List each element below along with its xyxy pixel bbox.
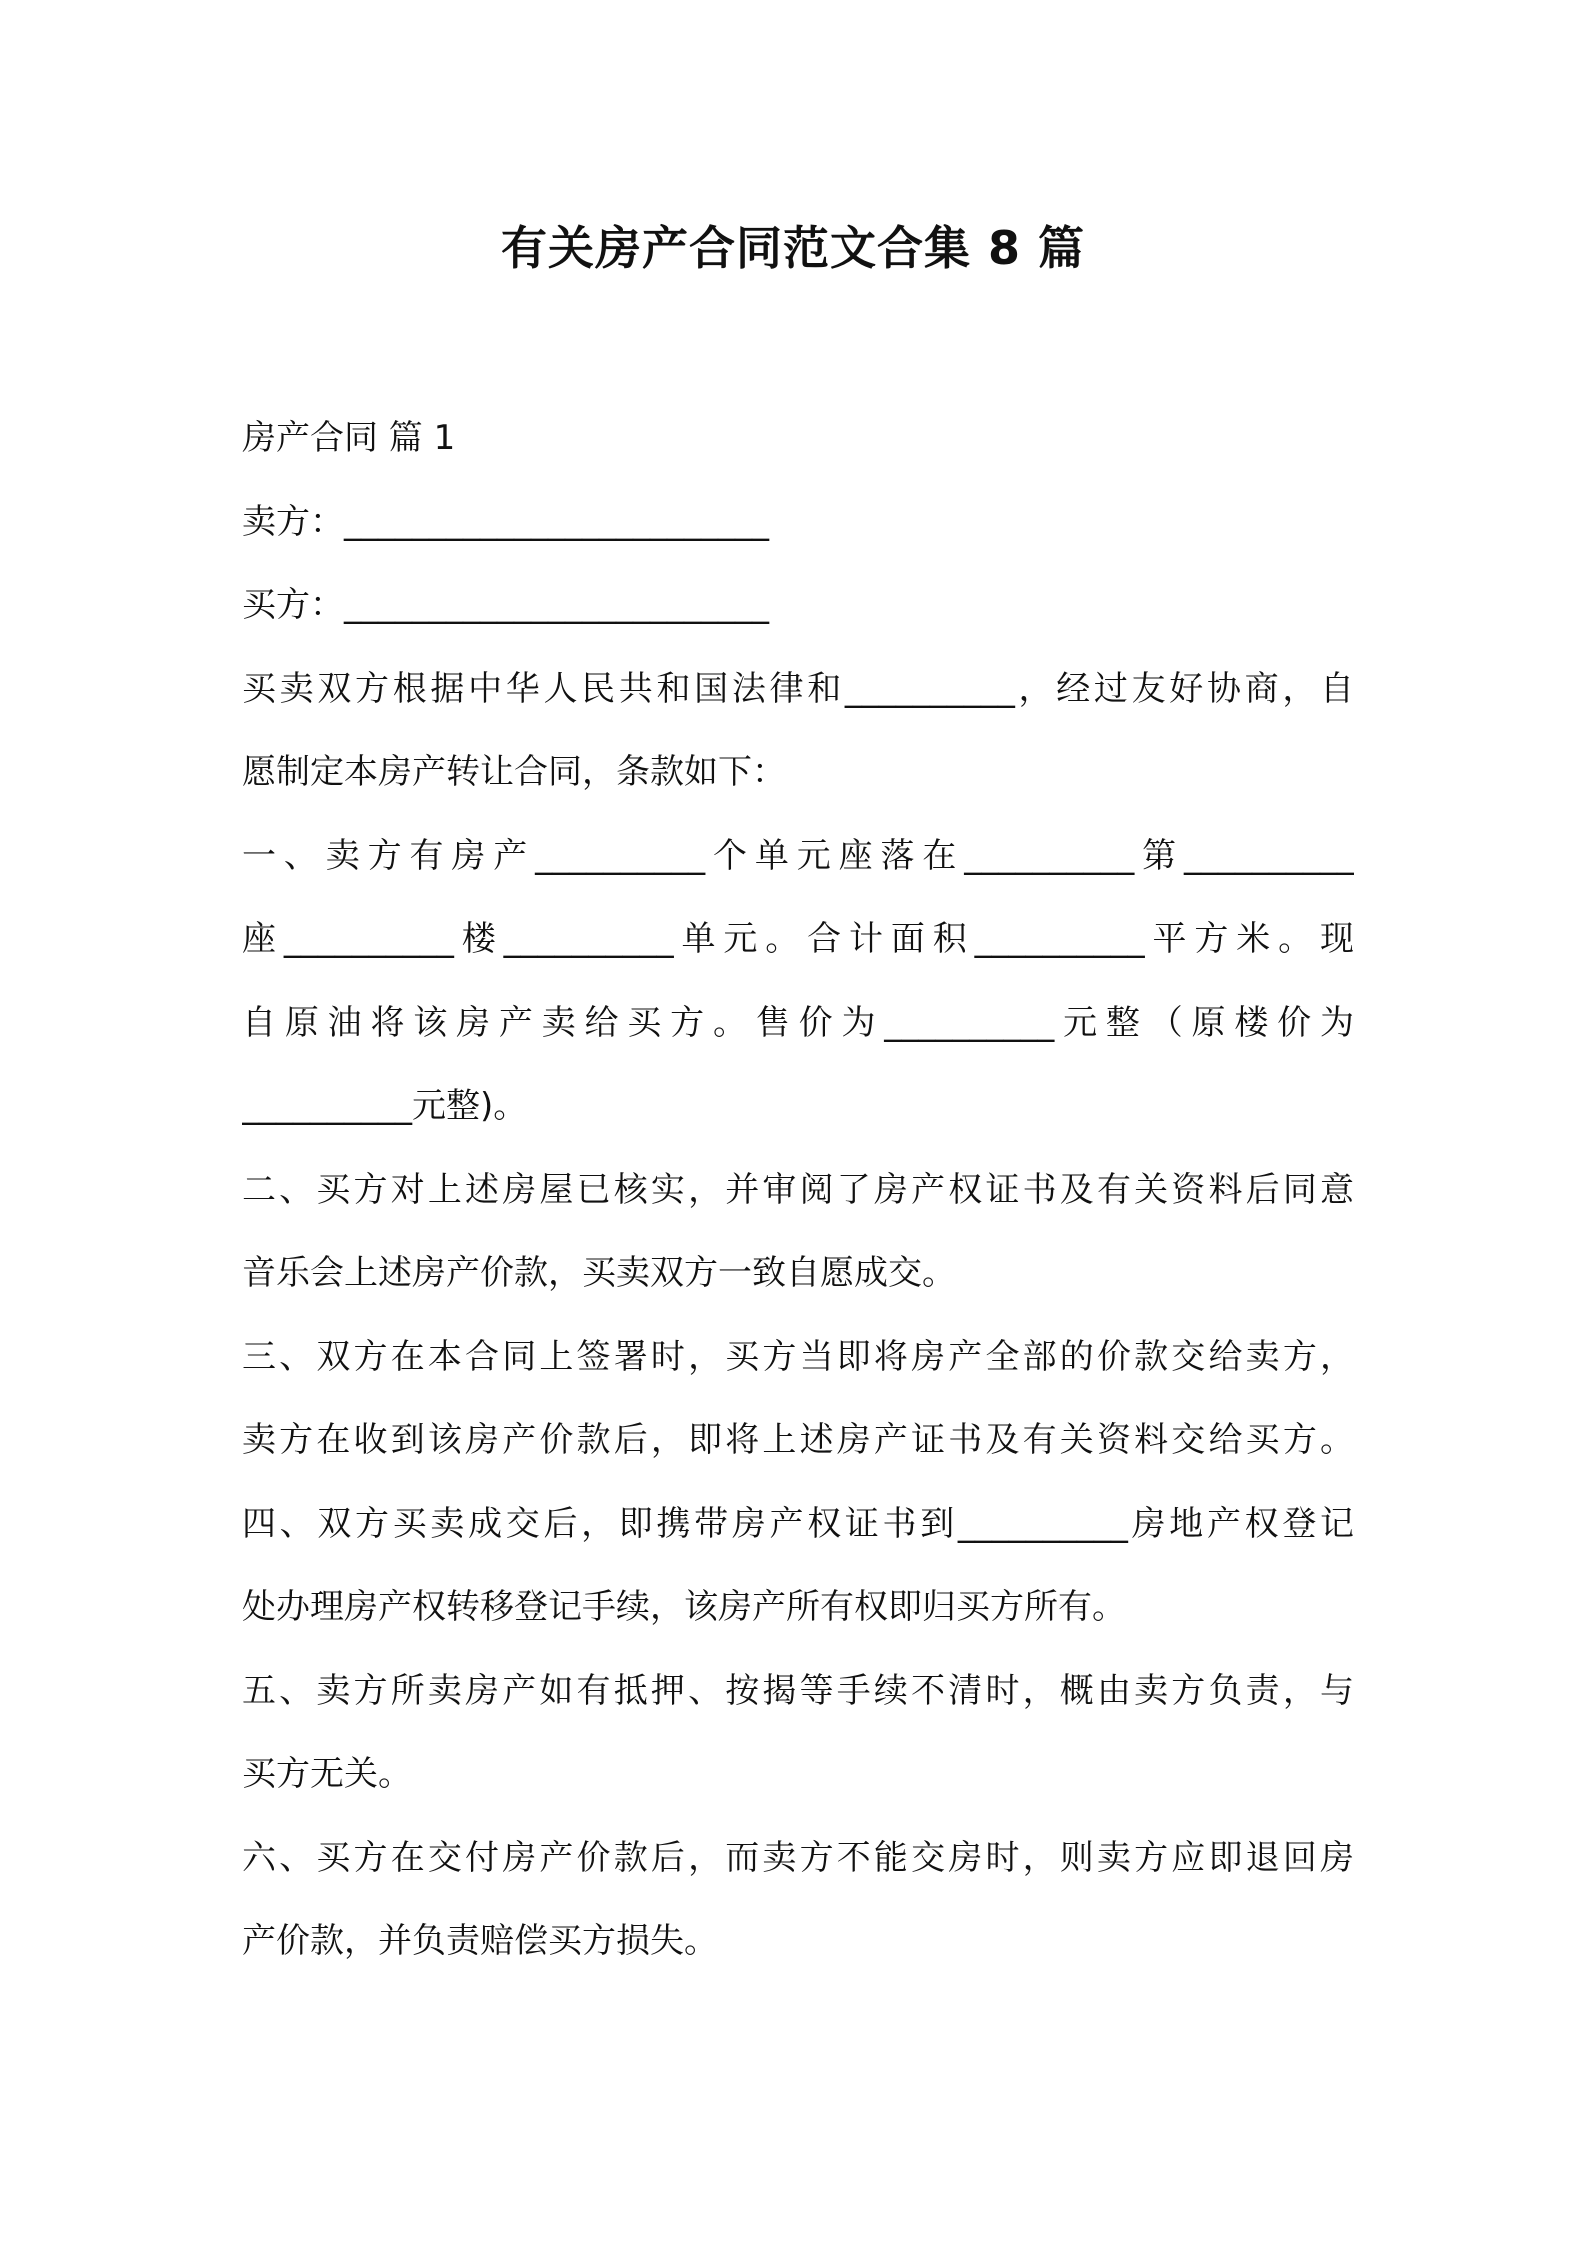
paragraph-line: 五、卖方所卖房产如有抵押、按揭等手续不清时，概由卖方负责，与 <box>242 1670 1354 1711</box>
paragraph-line: 买方无关。 <box>242 1754 412 1794</box>
paragraph-line: 二、买方对上述房屋已核实，并审阅了房产权证书及有关资料后同意 <box>242 1169 1354 1210</box>
paragraph-line: 四、双方买卖成交后，即携带房产权证书到__________房地产权登记 <box>242 1503 1354 1544</box>
paragraph-line: __________元整)。 <box>242 1086 528 1126</box>
paragraph-line: 六、买方在交付房产价款后，而卖方不能交房时，则卖方应即退回房 <box>242 1837 1354 1878</box>
seller-line: 卖方：_________________________ <box>242 501 769 542</box>
document-title: 有关房产合同范文合集 8 篇 <box>500 221 1086 275</box>
paragraph-line: 卖方在收到该房产价款后，即将上述房产证书及有关资料交给买方。 <box>242 1420 1354 1460</box>
section-heading: 房产合同 篇 1 <box>242 418 456 458</box>
document-body <box>242 408 1354 1995</box>
paragraph-line: 音乐会上述房产价款，买卖双方一致自愿成交。 <box>242 1253 956 1293</box>
paragraph-line: 处办理房产权转移登记手续，该房产所有权即归买方所有。 <box>242 1587 1126 1627</box>
paragraph-line: 产价款，并负责赔偿买方损失。 <box>242 1921 718 1961</box>
paragraph-line: 愿制定本房产转让合同，条款如下： <box>242 752 786 792</box>
paragraph-line: 座__________楼__________单元。合计面积__________平方米。现 <box>242 919 1354 959</box>
paragraph-line: 自原油将该房产卖给买方。售价为__________元整（原楼价为 <box>242 1002 1354 1043</box>
paragraph-line: 三、双方在本合同上签署时，买方当即将房产全部的价款交给卖方， <box>242 1336 1354 1377</box>
paragraph-line: 买卖双方根据中华人民共和国法律和__________，经过友好协商，自 <box>242 668 1354 709</box>
paragraph-line: 一、卖方有房产__________个单元座落在__________第__________ <box>242 835 1354 876</box>
buyer-line: 买方：_________________________ <box>242 585 769 625</box>
